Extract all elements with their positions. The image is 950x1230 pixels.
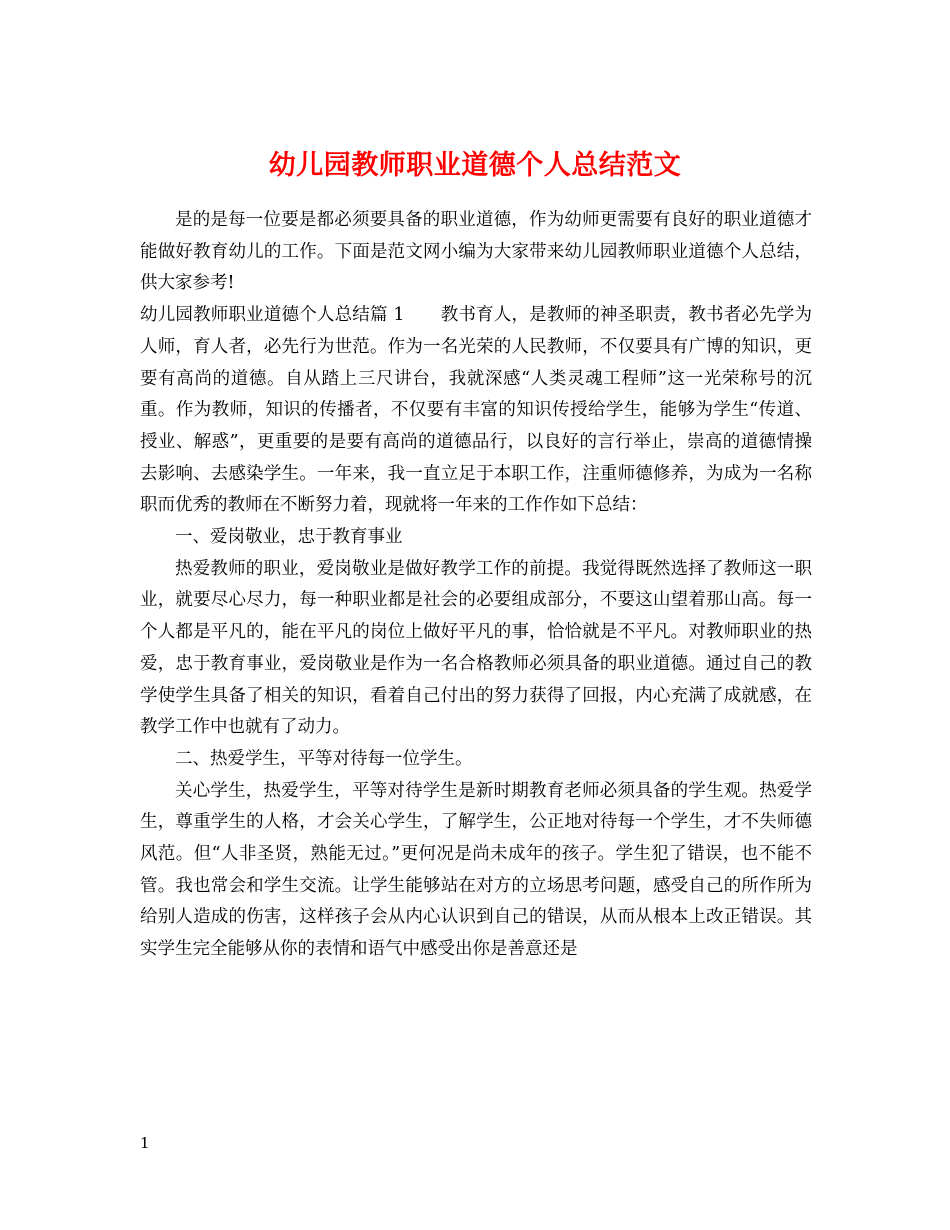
part-text: 教书育人，是教师的神圣职责，教书者必先学为人师，育人者，必先行为世范。作为一名光荣的人民教师，不仅要具有广博的知识，更要有高尚的道德。自从踏上三尺讲台，我就深感“人类灵魂工程师”这一光荣称号的沉重。作为教师，知识的传播者，不仅要有丰富的知识传授给学生，能够为学生“传道、授业、解惑”，更重要的是要有高尚的道德品行，以良好的言行举止，崇高的道德情操去影响、去感染学生。一年来，我一直立足于本职工作，注重师德修养，为成为一名称职而优秀的教师在不断努力着，现就将一年来的工作作如下总结： (140, 305, 812, 516)
section-heading-1: 一、爱岗敬业，忠于教育事业 (175, 527, 403, 548)
document-title: 幼儿园教师职业道德个人总结范文 (268, 150, 682, 182)
part-paragraph (140, 300, 812, 522)
part-label: 幼儿园教师职业道德个人总结篇 1 (140, 305, 405, 326)
section-heading-2: 二、热爱学生，平等对待每一位学生。 (175, 748, 473, 769)
section-paragraph-2: 关心学生，热爱学生，平等对待学生是新时期教育老师必须具备的学生观。热爱学生，尊重学生的人格，才会关心学生，了解学生，公正地对待每一个学生，才不失师德风范。但“人非圣贤，熟能无过。”更何况是尚未成年的孩子。学生犯了错误，也不能不管。我也常会和学生交流。让学生能够站在对方的立场思考问题，感受自己的所作所为给别人造成的伤害，这样孩子会从内心认识到自己的错误，从而从根本上改正错误。其实学生完全能够从你的表情和语气中感受出你是善意还是 (140, 780, 812, 960)
intro-paragraph: 是的是每一位要是都必须要具备的职业道德，作为幼师更需要有良好的职业道德才能做好教育幼儿的工作。下面是范文网小编为大家带来幼儿园教师职业道德个人总结，供大家参考! (140, 210, 812, 294)
page-number: 1 (140, 1134, 150, 1152)
section-paragraph-1: 热爱教师的职业，爱岗敬业是做好教学工作的前提。我觉得既然选择了教师这一职业，就要尽心尽力，每一种职业都是社会的必要组成部分，不要这山望着那山高。每一个人都是平凡的，能在平凡的岗位上做好平凡的事，恰恰就是不平凡。对教师职业的热爱，忠于教育事业，爱岗敬业是作为一名合格教师必须具备的职业道德。通过自己的教学使学生具备了相关的知识，看着自己付出的努力获得了回报，内心充满了成就感，在教学工作中也就有了动力。 (140, 558, 812, 738)
document-body (140, 205, 812, 966)
